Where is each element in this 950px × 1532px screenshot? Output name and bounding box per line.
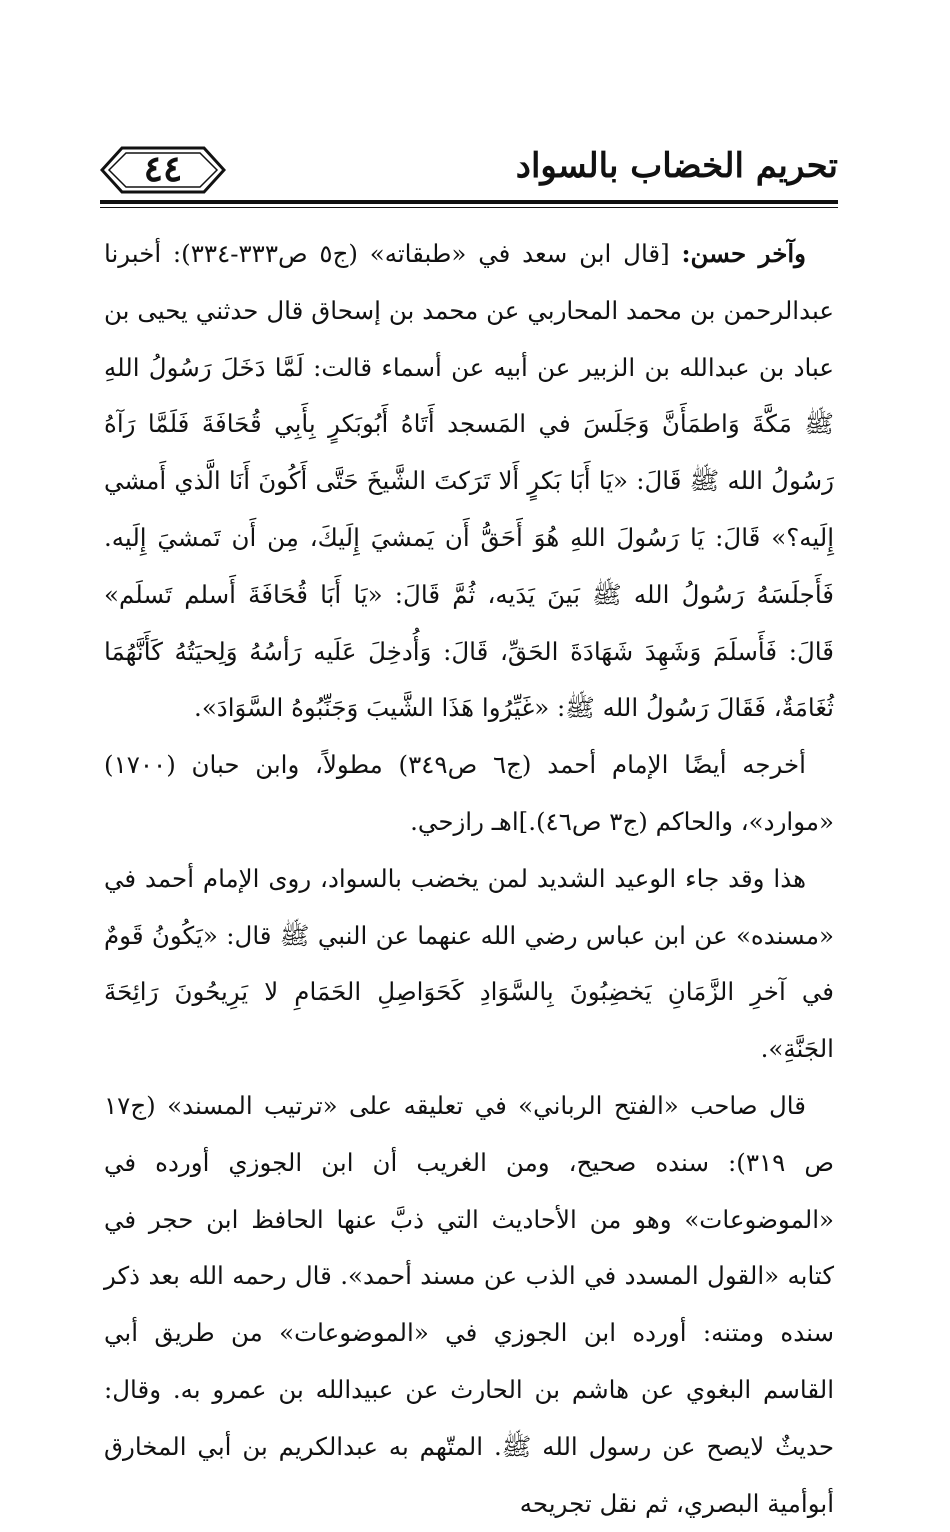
running-title: تحريم الخضاب بالسواد [515,146,838,186]
paragraph-lead: وآخر حسن: [681,239,806,268]
paragraph-1-text: [قال ابن سعد في «طبقاته» (ج٥ ص٣٣٣-٣٣٤): أخبرنا عبدالرحمن بن محمد المحاربي عن محمد بن إسحاق قال حدثني يحيى بن عباد بن عبدالله بن الزبير عن أبيه عن أسماء قالت: لَمَّا دَخَلَ رَسُولُ اللهِ ﷺ مَكَّةَ وَاطمَأَنَّ وَجَلَسَ في المَسجد أَتَاهُ أَبُوبَكرٍ بِأَبِي قُحَافَةَ فَلَمَّا رَآهُ رَسُولُ الله ﷺ قَالَ: «يَا أَبَا بَكرٍ أَلا تَرَكتَ الشَّيخَ حَتَّى أَكُونَ أَنَا الَّذي أَمشي إِلَيه؟» قَالَ: يَا رَسُولَ اللهِ هُوَ أَحَقُّ أَن يَمشيَ إِلَيكَ، مِن أَن تَمشيَ إِلَيه. فَأَجلَسَهُ رَسُولُ الله ﷺ بَينَ يَدَيه، ثُمَّ قَالَ: «يَا أَبَا قُحَافَةَ أَسلم تَسلَم» قَالَ: فَأَسلَمَ وَشَهِدَ شَهَادَةَ الحَقِّ، قَالَ: وَأُدخِلَ عَلَيه رَأسُهُ وَلِحيَتُهُ كَأَنَّهُمَا ثُغَامَةٌ، فَقَالَ رَسُولُ الله ﷺ: «غَيِّرُوا هَذَا الشَّيبَ وَجَنِّبُوهُ السَّوَادَ». [104,239,834,723]
page-number: ٤٤ [143,148,183,190]
page-header [100,138,838,208]
page-number-badge [100,144,226,196]
body-text [104,226,834,1532]
paragraph-1 [104,226,834,737]
header-rule-thick [100,200,838,204]
paragraph-2: أخرجه أيضًا الإمام أحمد (ج٦ ص٣٤٩) مطولاً، وابن حبان (١٧٠٠) «موارد»، والحاكم (ج٣ ص٤٦).]اهـ رازحي. [104,750,834,836]
paragraph-3: هذا وقد جاء الوعيد الشديد لمن يخضب بالسواد، روى الإمام أحمد في «مسنده» عن ابن عباس رضي الله عنهما عن النبي ﷺ قال: «يَكُونُ قَومٌ في آخرِ الزَّمَانِ يَخضِبُونَ بِالسَّوَادِ كَحَوَاصِلِ الحَمَامِ لا يَرِيحُونَ رَائِحَةَ الجَنَّةِ». [104,863,834,1064]
paragraph-4: قال صاحب «الفتح الرباني» في تعليقه على «ترتيب المسند» (ج١٧ ص ٣١٩): سنده صحيح، ومن الغريب أن ابن الجوزي أورده في «الموضوعات» وهو من الأحاديث التي ذبَّ عنها الحافظ ابن حجر في كتابه «القول المسدد في الذب عن مسند أحمد». قال رحمه الله بعد ذكر سنده ومتنه: أورده ابن الجوزي في «الموضوعات» من طريق أبي القاسم البغوي عن هاشم بن الحارث عن عبيدالله بن عمرو به. وقال: حديثٌ لايصح عن رسول الله ﷺ. المتّهم به عبدالكريم بن أبي المخارق أبوأمية البصري، ثم نقل تجريحه [104,1090,834,1518]
header-rule-thin [100,207,838,208]
